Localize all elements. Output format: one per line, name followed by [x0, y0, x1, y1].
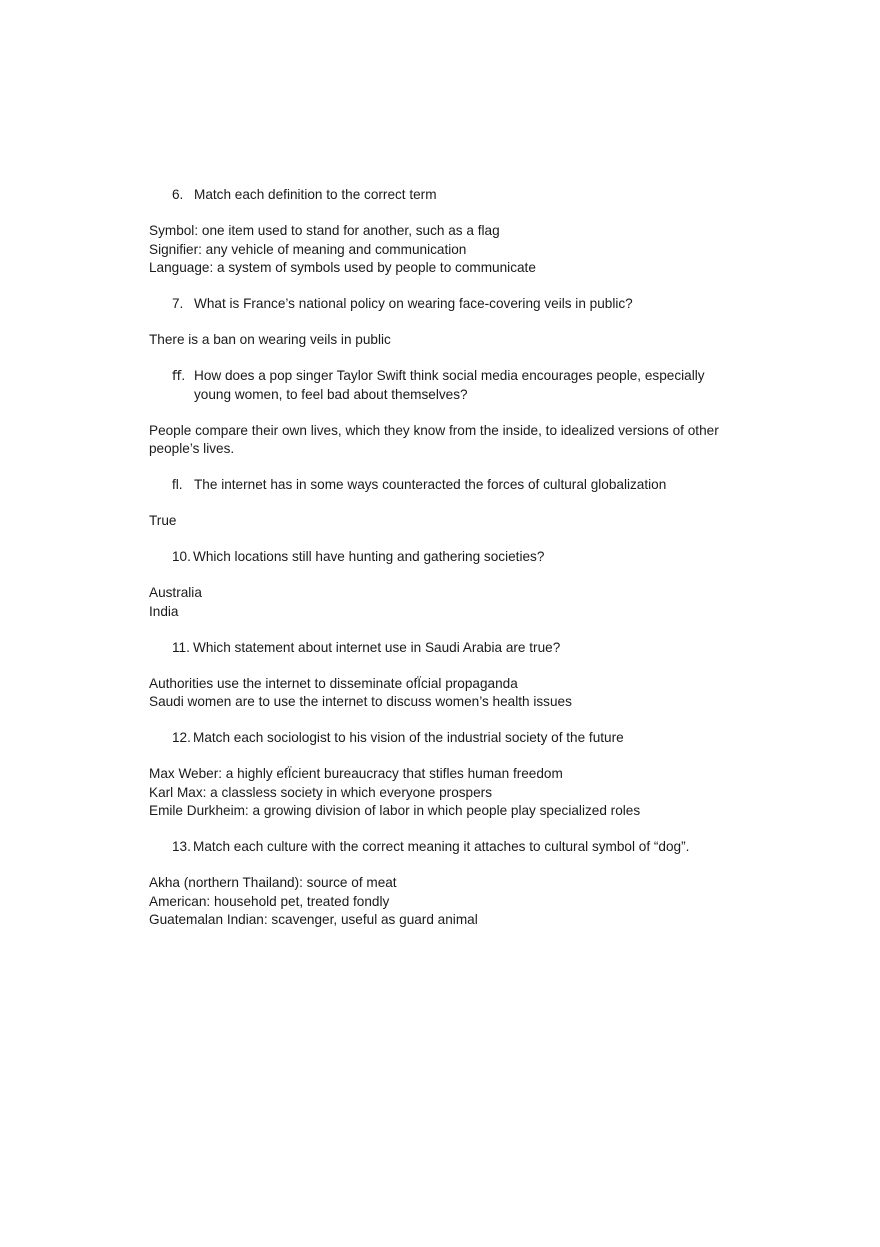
- question-12: [149, 729, 789, 748]
- question-number: 13.: [172, 839, 191, 854]
- question-11: [149, 639, 789, 658]
- answer-line: Language: a system of symbols used by people to communicate: [149, 260, 536, 275]
- answer-line: people’s lives.: [149, 441, 235, 456]
- question-text-line: young women, to feel bad about themselves?: [194, 386, 468, 402]
- question-number: 7.: [172, 296, 184, 311]
- answer-line: Australia: [149, 585, 202, 600]
- answer-line: Karl Max: a classless society in which everyone prospers: [149, 784, 493, 800]
- question-number: ﬂ.: [172, 477, 183, 492]
- answer-line: Symbol: one item used to stand for another, such as a flag: [149, 223, 500, 238]
- question-number: 10.: [172, 549, 191, 564]
- answer-line: Signifier: any vehicle of meaning and communication: [149, 241, 467, 257]
- answer-line: Authorities use the internet to disseminate ofÏcial propaganda: [149, 675, 518, 691]
- question-text: Match each culture with the correct meaning it attaches to cultural symbol of “dog”.: [193, 839, 690, 854]
- question-text: What is France’s national policy on wearing face-covering veils in public?: [194, 296, 633, 311]
- question-7: [149, 295, 789, 314]
- answer-line: American: household pet, treated fondly: [149, 893, 390, 909]
- question-text: Which locations still have hunting and gathering societies?: [193, 549, 545, 564]
- question-number: 12.: [172, 730, 191, 745]
- answer-line: Akha (northern Thailand): source of meat: [149, 875, 397, 890]
- document-body: [149, 186, 789, 930]
- answer-line: There is a ban on wearing veils in public: [149, 332, 391, 347]
- question-text: Match each sociologist to his vision of the industrial society of the future: [193, 730, 624, 745]
- answer-line: Guatemalan Indian: scavenger, useful as guard animal: [149, 912, 478, 927]
- question-text: Which statement about internet use in Saudi Arabia are true?: [193, 639, 561, 655]
- question-6: [149, 186, 789, 205]
- question-8: [149, 367, 789, 404]
- answer-line: True: [149, 513, 177, 528]
- answer-line: People compare their own lives, which they know from the inside, to idealized versions of other: [149, 422, 719, 438]
- question-10: [149, 548, 789, 567]
- answer-line: India: [149, 603, 179, 619]
- answer-line: Saudi women are to use the internet to discuss women’s health issues: [149, 694, 572, 709]
- answer-line: Emile Durkheim: a growing division of labor in which people play specialized roles: [149, 803, 641, 818]
- answer-line: Max Weber: a highly efÏcient bureaucracy that stifles human freedom: [149, 766, 563, 781]
- question-text: Match each definition to the correct term: [194, 187, 437, 202]
- question-13: [149, 838, 789, 857]
- question-number: 6.: [172, 187, 184, 202]
- question-text-line: How does a pop singer Taylor Swift think social media encourages people, especially: [194, 368, 705, 383]
- question-number: 11.: [172, 639, 190, 655]
- question-text: The internet has in some ways counteracted the forces of cultural globalization: [194, 477, 667, 492]
- question-9: [149, 476, 789, 495]
- question-number: ﬀ.: [172, 368, 186, 383]
